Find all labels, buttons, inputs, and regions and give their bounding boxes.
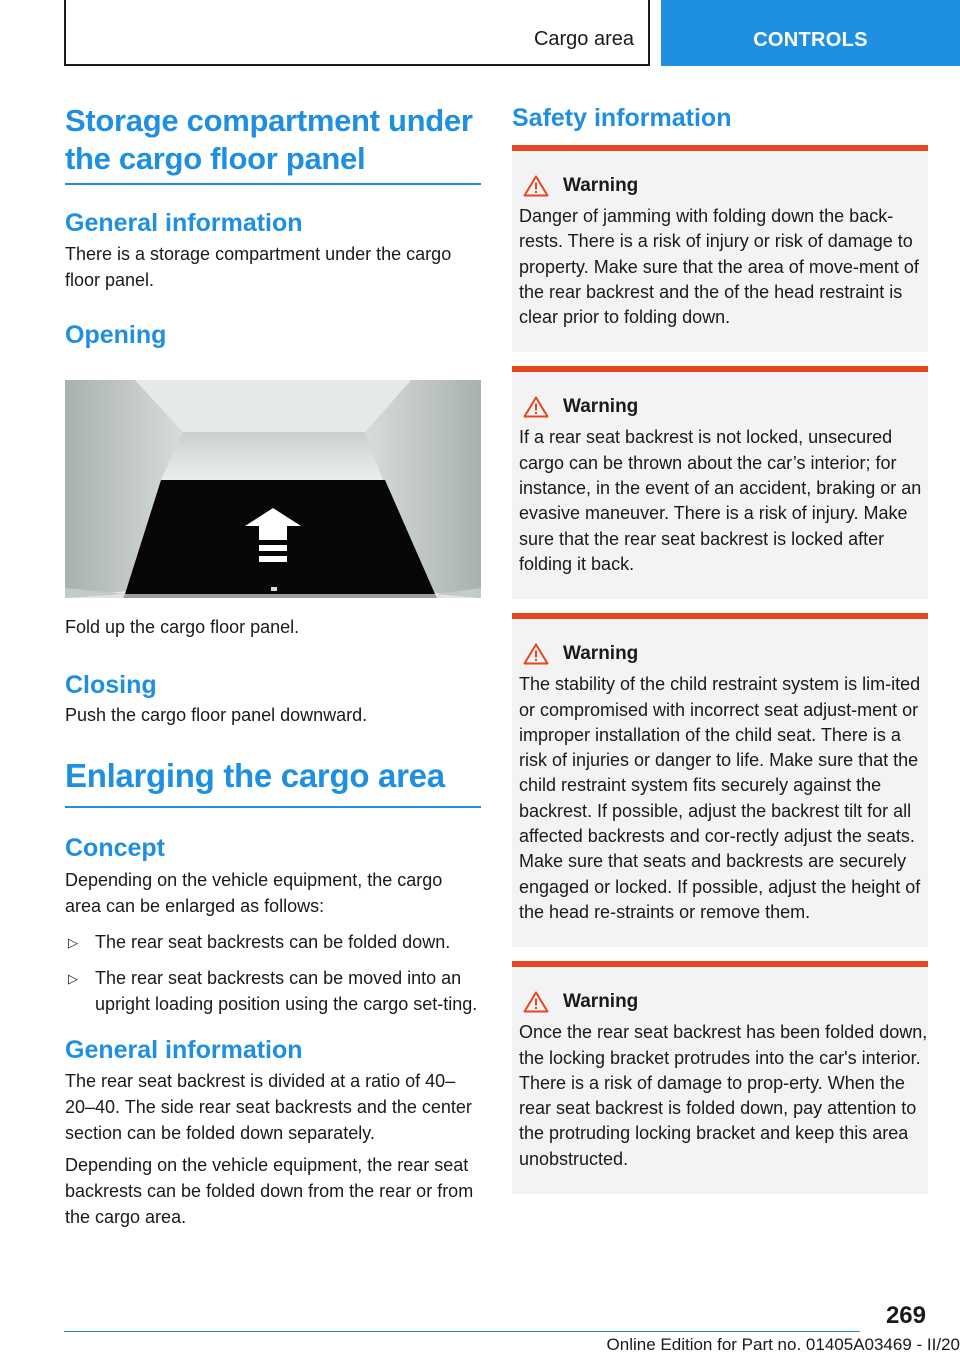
right-column — [512, 100, 928, 1208]
safety-heading: Safety information — [512, 104, 732, 132]
list-item — [65, 929, 481, 955]
warning-box-2 — [512, 366, 928, 599]
opening-caption: Fold up the cargo floor panel. — [65, 617, 300, 637]
general2-heading: General information — [65, 1036, 303, 1064]
warning-text: If a rear seat backrest is not locked, unsecured cargo can be thrown about the car’s interior; for instance, in the event of an accident, braking or an evasive maneuver. There is a risk of injury. Make sure that the rear seat backrest is locked after folding it back. — [519, 427, 922, 574]
concept-heading: Concept — [65, 834, 165, 862]
warning-triangle-icon — [523, 175, 549, 197]
warning-box-4 — [512, 961, 928, 1194]
warning-box-1 — [512, 145, 928, 352]
list-item-text: The rear seat backrests can be moved into an upright loading position using the cargo set-ting. — [95, 968, 478, 1014]
bullet-triangle-icon: ▷ — [68, 935, 78, 950]
list-item-text: The rear seat backrests can be folded down. — [95, 932, 451, 952]
warning-title: Warning — [563, 396, 639, 418]
general-heading: General information — [65, 209, 303, 237]
general2-text-1: The rear seat backrest is divided at a ratio of 40–20–40. The side rear seat backrests and the center section can be folded down separately. — [65, 1071, 472, 1143]
header-section-title: Cargo area — [533, 28, 634, 50]
warning-text: Once the rear seat backrest has been folded down, the locking bracket protrudes into the car's interior. There is a risk of damage to prop-erty. When the rear seat backrest is folded down, pay attention to the protruding locking bracket and keep this area unobstructed. — [519, 1022, 928, 1169]
bullet-triangle-icon: ▷ — [68, 971, 78, 986]
concept-text: Depending on the vehicle equipment, the cargo area can be enlarged as follows: — [65, 870, 443, 916]
closing-text: Push the cargo floor panel downward. — [65, 705, 368, 725]
footer-edition: Online Edition for Part no. 01405A03469 - II/20 — [606, 1335, 960, 1354]
warning-triangle-icon — [523, 396, 549, 418]
warning-text: The stability of the child restraint system is lim-ited or compromised with incorrect seat adjust-ment or improper installation of the child seat. There is a risk of injuries or danger to life. Make sure that the child restraint system fits securely against the backrest. If possible, adjust the backrest tilt for all affected backrests and cor-rectly adjust the seats. Make sure that seats and backrests are securely engaged or locked. If possible, adjust the height of the head re-straints or remove them. — [519, 674, 921, 922]
cargo-floor-photo — [65, 380, 481, 598]
general2-text-2: Depending on the vehicle equipment, the rear seat backrests can be folded down from the rear or from the cargo area. — [65, 1155, 474, 1227]
warning-title: Warning — [563, 643, 639, 665]
header-chapter-title: CONTROLS — [753, 29, 868, 51]
warning-text: Danger of jamming with folding down the back-rests. There is a risk of injury or risk of damage to property. Make sure that the area of move-ment of the rear backrest and the of the head restraint is clear prior to folding down. — [519, 206, 919, 328]
title-rule — [65, 183, 481, 185]
opening-heading: Opening — [65, 321, 167, 349]
closing-heading: Closing — [65, 671, 157, 699]
storage-title: Storage compartment under the cargo floor panel — [65, 103, 473, 176]
enlarging-rule — [65, 806, 481, 808]
concept-bullet-list — [65, 929, 481, 1017]
warning-box-3 — [512, 613, 928, 947]
general-text: There is a storage compartment under the cargo floor panel. — [65, 244, 452, 290]
list-item — [65, 965, 481, 1017]
warning-triangle-icon — [523, 991, 549, 1013]
footer-rule — [64, 1331, 860, 1332]
header-section-box — [64, 0, 650, 66]
page-number: 269 — [885, 1302, 926, 1329]
warning-title: Warning — [563, 175, 639, 196]
header-chapter-tab — [661, 0, 960, 66]
enlarging-title: Enlarging the cargo area — [65, 757, 445, 794]
left-column — [65, 102, 481, 1230]
warning-triangle-icon — [523, 643, 549, 665]
warning-title: Warning — [563, 991, 639, 1013]
